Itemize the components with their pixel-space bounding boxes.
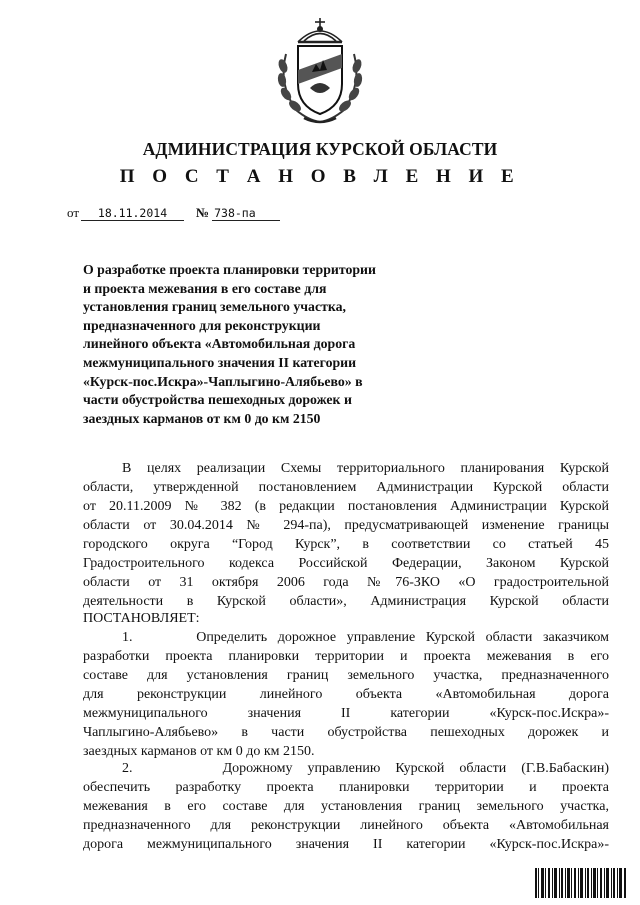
body-line: межевания в его составе для установления границ земельного участка,: [83, 799, 609, 814]
body-line: межмуниципального значения II категории «Курск-пос.Искра»-: [83, 706, 609, 721]
body-line: Чаплыгино-Алябьево» в части обустройства пешеходных дорожек и: [83, 725, 609, 740]
body-line: предназначенного для реконструкции линейного объекта «Автомобильная: [83, 818, 609, 833]
subject-line: заездных карманов от км 0 до км 2150: [83, 410, 321, 426]
document-number: 738-па: [212, 206, 280, 221]
body-line: области от 30.04.2014 № 294-па), предусматривающей изменение границы: [83, 518, 609, 533]
body-line: дорога межмуниципального значения II категории «Курск-пос.Искра»-: [83, 837, 609, 852]
subject-line: межмуниципального значения II категории: [83, 354, 357, 370]
date-label: от: [67, 205, 80, 220]
body-line: 2. Дорожному управлению Курской области (Г.В.Бабаскин): [122, 761, 609, 776]
body-line: разработки проекта планировки территории и проекта межевания в его: [83, 649, 609, 664]
body-line: обеспечить разработку проекта планировки территории и проекта: [83, 780, 609, 795]
body-line: ПОСТАНОВЛЯЕТ:: [83, 611, 200, 626]
body-line: В целях реализации Схемы территориального планирования Курской: [122, 461, 609, 476]
subject-line: предназначенного для реконструкции: [83, 317, 321, 333]
body-line: от 20.11.2009 № 382 (в редакции постановления Администрации Курской: [83, 499, 609, 514]
subject-line: и проекта межевания в его составе для: [83, 280, 327, 296]
document-date: 18.11.2014: [81, 206, 184, 221]
document-subject: [83, 261, 443, 428]
subject-line: установления границ земельного участка,: [83, 299, 346, 315]
body-line: 1. Определить дорожное управление Курской области заказчиком: [122, 630, 609, 645]
body-line: составе для установления границ земельного участка, предназначенного: [83, 668, 609, 683]
body-line: области, утвержденной постановлением Администрации Курской области: [83, 480, 609, 495]
organization-title: АДМИНИСТРАЦИЯ КУРСКОЙ ОБЛАСТИ: [142, 139, 498, 159]
number-label: №: [196, 205, 210, 220]
document-type-title: П О С Т А Н О В Л Е Н И Е: [119, 166, 521, 187]
subject-line: О разработке проекта планировки территории: [83, 262, 376, 277]
subject-line: «Курск-пос.Искра»-Чаплыгино-Алябьево» в: [83, 373, 363, 389]
coat-of-arms-emblem: [268, 14, 372, 126]
body-line: городского округа “Город Курск”, в соответствии со статьей 45: [83, 537, 609, 552]
body-line: области от 31 октября 2006 года №76-ЗКО «О градостроительной: [83, 575, 609, 590]
body-line: заездных карманов от км 0 до км 2150.: [83, 744, 315, 759]
body-line: деятельности в Курской области», Администрация Курской области: [83, 594, 609, 609]
registration-line: [67, 205, 280, 221]
barcode-image: [535, 868, 627, 898]
subject-line: части обустройства пешеходных дорожек и: [83, 392, 352, 408]
subject-line: линейного объекта «Автомобильная дорога: [83, 336, 356, 352]
body-line: Градостроительного кодекса Российской Федерации, Законом Курской: [83, 556, 609, 571]
body-line: для реконструкции линейного объекта «Автомобильная дорога: [83, 687, 609, 702]
